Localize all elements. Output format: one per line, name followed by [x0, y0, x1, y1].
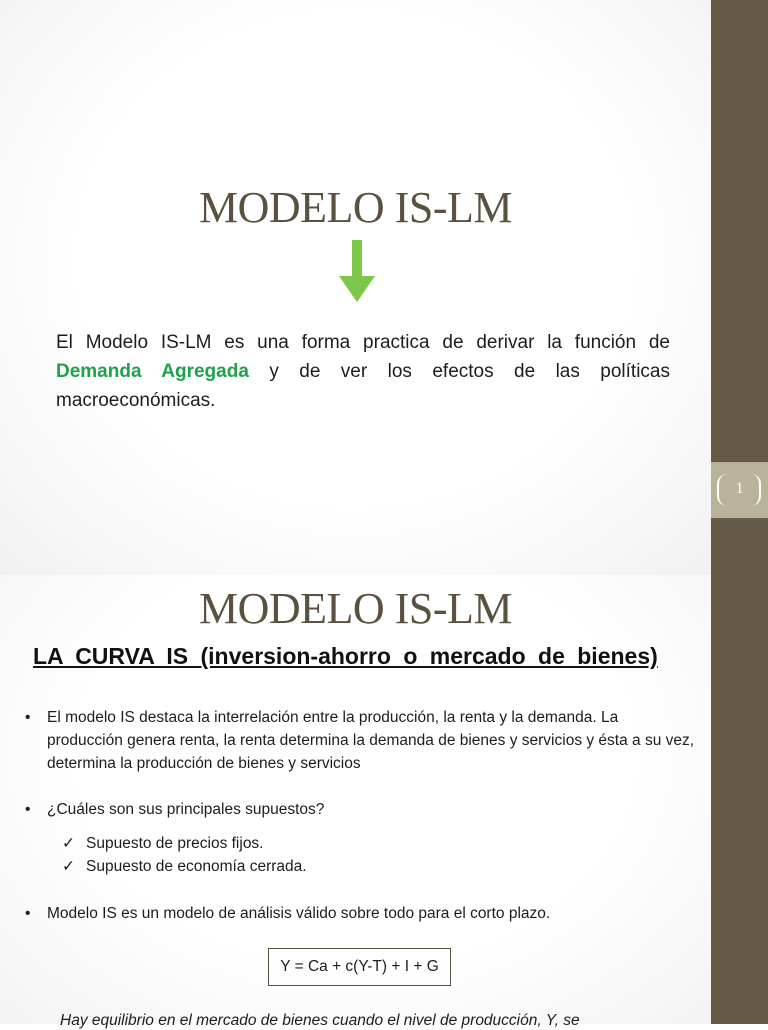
intro-prefix: El Modelo IS-LM es una forma practica de derivar la función de — [56, 332, 670, 353]
down-arrow-icon — [337, 240, 377, 304]
bullet-text: El modelo IS destaca la interrelación entre la producción, la renta y la demanda. La producción genera renta, la renta determina la demanda de bienes y servicios y ésta a su vez, determina la producción de bienes y servicios — [47, 709, 695, 772]
is-curve-heading: LA CURVA IS (inversion-ahorro o mercado de bienes) — [33, 643, 658, 669]
bullet-text: ¿Cuáles son sus principales supuestos? — [47, 801, 325, 818]
bullet-icon: • — [25, 801, 31, 818]
intro-paragraph — [56, 328, 670, 415]
checkmark-icon: ✓ — [62, 858, 75, 875]
page-number-badge — [711, 462, 768, 518]
bullet-icon: • — [25, 709, 31, 726]
bullet-icon: • — [25, 905, 31, 922]
intro-suffix: y de ver los efectos de las políticas macroeconómicas. — [56, 361, 670, 411]
aggregate-demand-highlight: Demanda Agregada — [56, 361, 249, 382]
equilibrium-note: Hay equilibrio en el mercado de bienes cuando el nivel de producción, Y, se — [60, 1012, 580, 1029]
bullet-text: Modelo IS es un modelo de análisis válido sobre todo para el corto plazo. — [47, 905, 551, 922]
is-equation-box: Y = Ca + c(Y-T) + I + G — [268, 948, 451, 986]
checkmark-icon: ✓ — [62, 835, 75, 852]
assumption-text: Supuesto de precios fijos. — [86, 835, 264, 852]
page-number: 1 — [735, 480, 744, 497]
assumption-text: Supuesto de economía cerrada. — [86, 858, 307, 875]
slide-2-title: MODELO IS-LM — [199, 584, 512, 633]
slide-1-title: MODELO IS-LM — [199, 183, 512, 232]
